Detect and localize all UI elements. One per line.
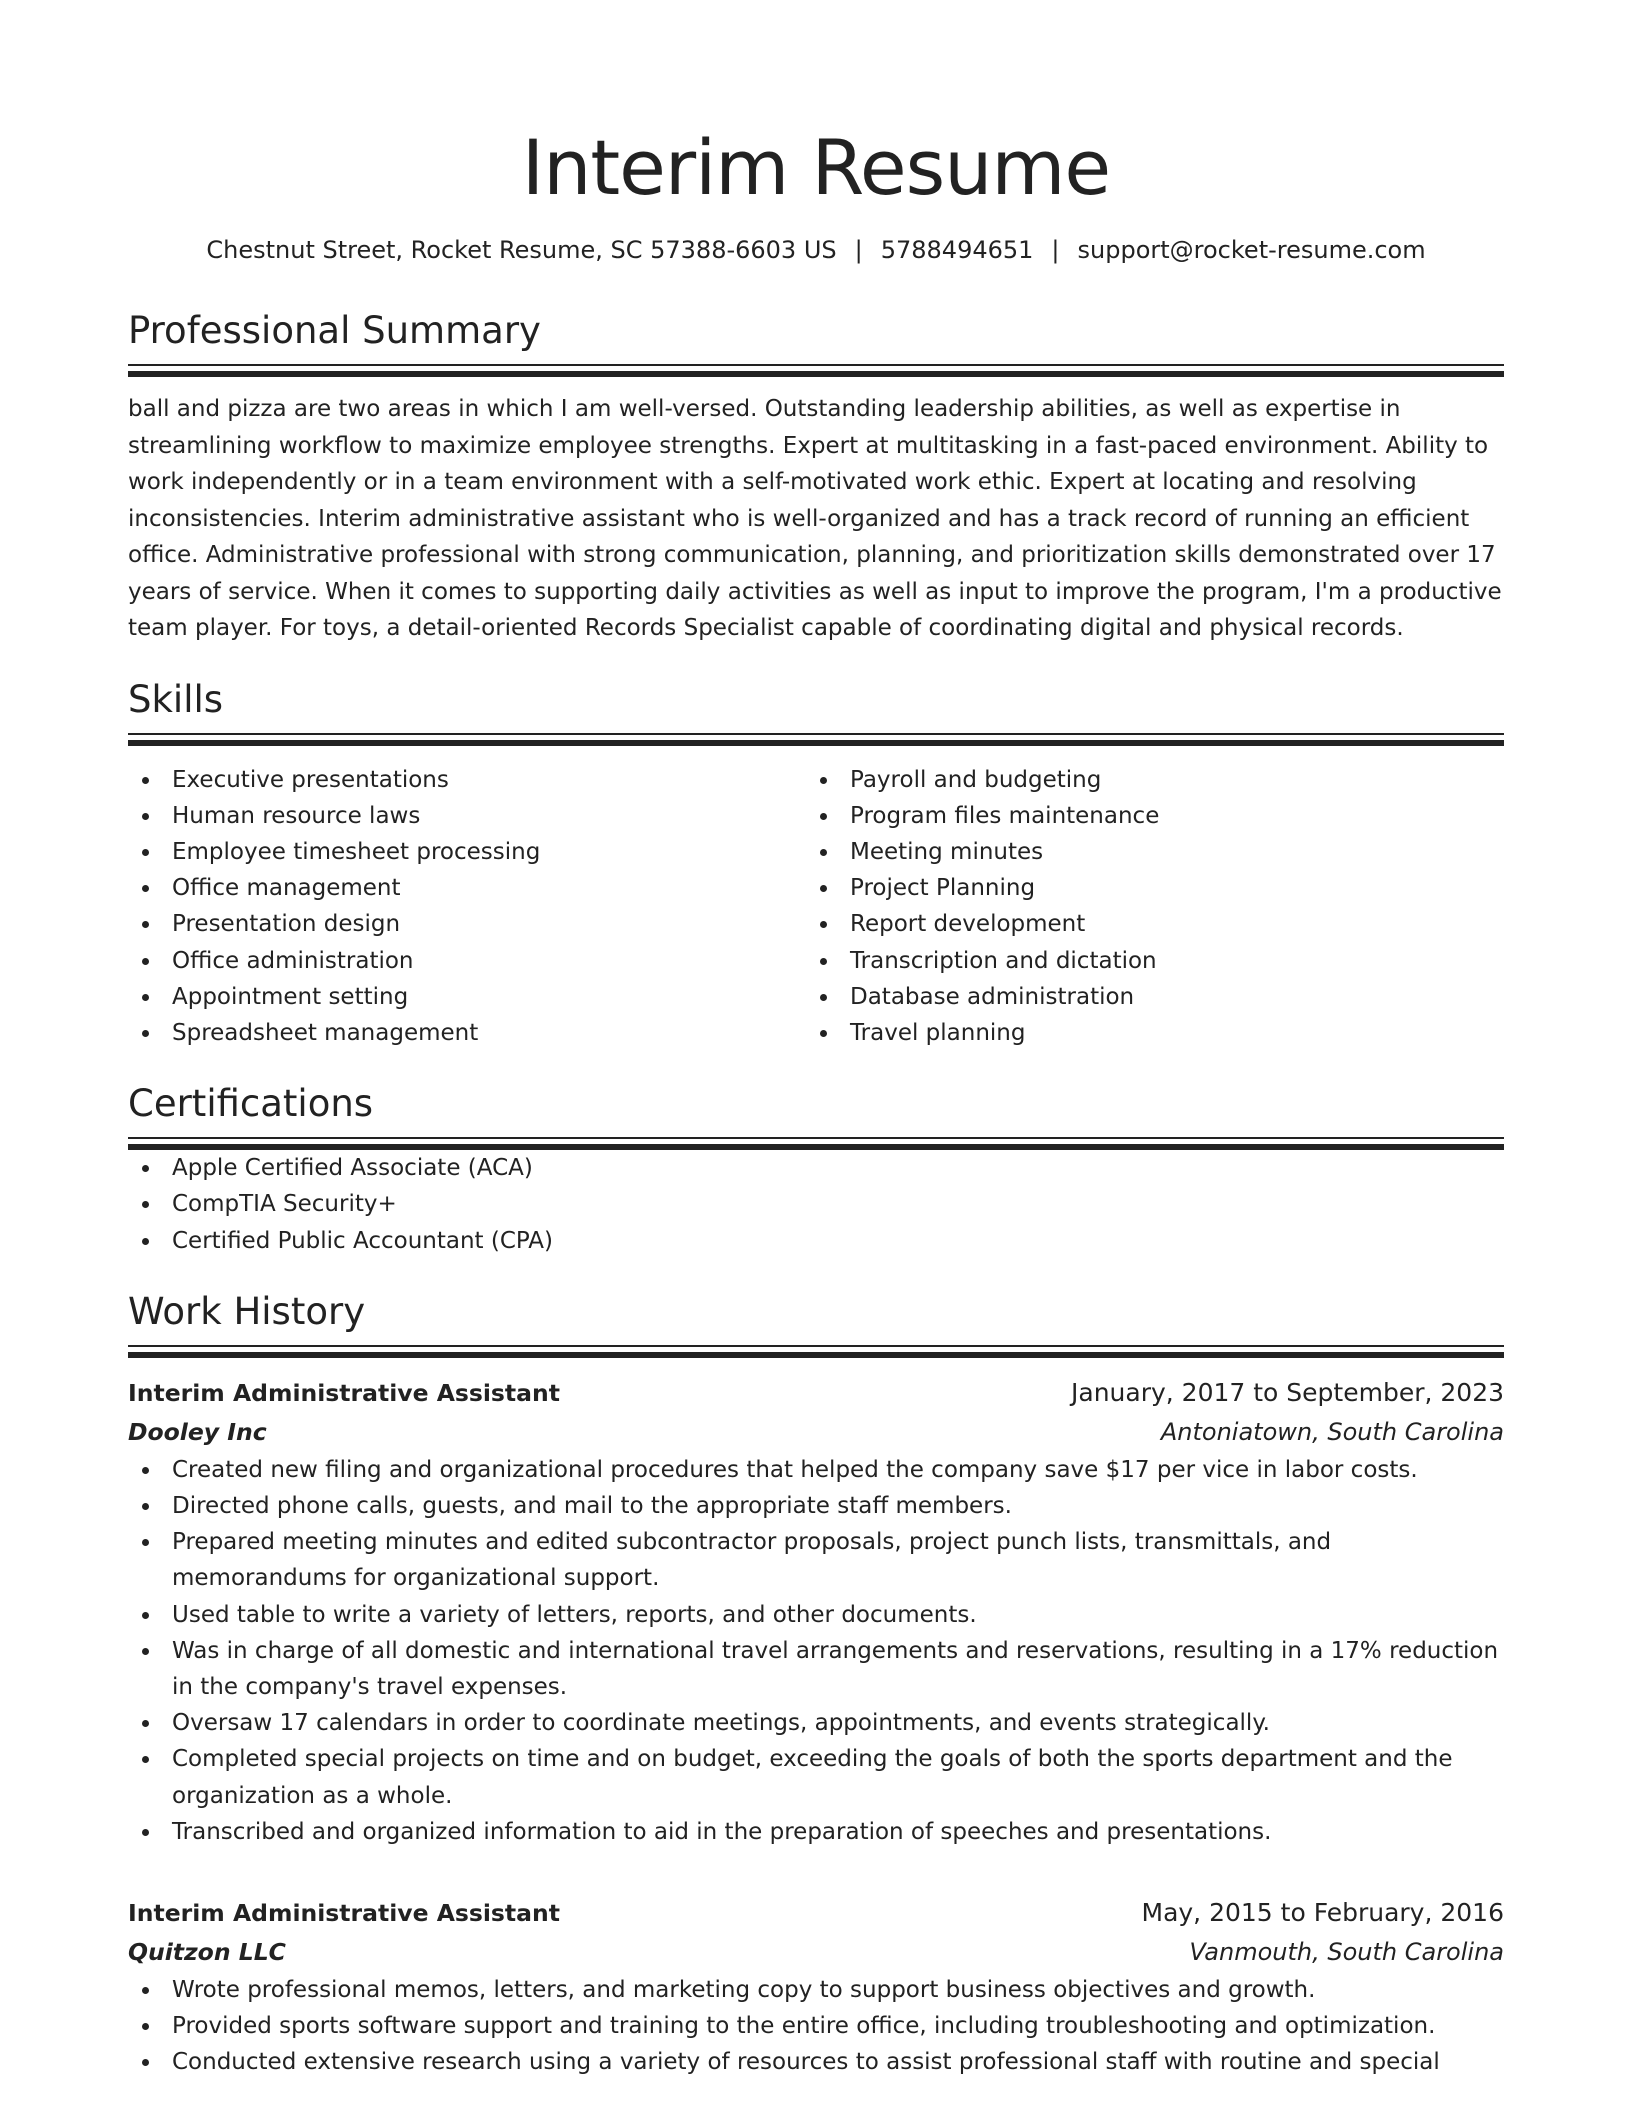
job-duty: Transcribed and organized information to aid in the preparation of speeches and presentations. <box>128 1814 1504 1850</box>
job-duty: Directed phone calls, guests, and mail to the appropriate staff members. <box>128 1488 1504 1524</box>
job-duty: Wrote professional memos, letters, and marketing copy to support business objectives and growth. <box>128 1972 1504 2008</box>
skill-item: Spreadsheet management <box>128 1015 806 1051</box>
skills-left-list <box>128 762 806 1052</box>
job-company-row <box>128 1412 1504 1452</box>
skill-item: Office management <box>128 870 806 906</box>
job-duty: Conducted extensive research using a variety of resources to assist professional staff with routine and special <box>128 2044 1504 2080</box>
skill-item: Travel planning <box>806 1015 1484 1051</box>
job-location: Vanmouth, South Carolina <box>1189 1937 1504 1966</box>
skill-item: Executive presentations <box>128 762 806 798</box>
job-duty: Created new filing and organizational procedures that helped the company save $17 per vice in labor costs. <box>128 1452 1504 1488</box>
contact-phone: 5788494651 <box>880 236 1034 264</box>
skill-item: Program files maintenance <box>806 798 1484 834</box>
job-duties-list <box>128 1972 1504 2081</box>
job-duty: Provided sports software support and training to the entire office, including troubleshooting and optimization. <box>128 2008 1504 2044</box>
job-title: Interim Administrative Assistant <box>128 1898 560 1927</box>
certification-item: CompTIA Security+ <box>128 1186 1504 1222</box>
skills-heading: Skills <box>128 677 224 721</box>
job-duty: Prepared meeting minutes and edited subcontractor proposals, project punch lists, transmittals, and memorandums for organizational support. <box>128 1524 1504 1596</box>
section-divider <box>128 364 1504 377</box>
resume-page <box>128 0 1504 2081</box>
certification-item: Apple Certified Associate (ACA) <box>128 1150 1504 1186</box>
skill-item: Employee timesheet processing <box>128 834 806 870</box>
certifications-list <box>128 1150 1504 1259</box>
skill-item: Project Planning <box>806 870 1484 906</box>
job-duty: Completed special projects on time and on budget, exceeding the goals of both the sports department and the organization as a whole. <box>128 1741 1504 1813</box>
job-entry <box>128 1374 1504 1850</box>
skill-item: Appointment setting <box>128 979 806 1015</box>
skill-item: Office administration <box>128 943 806 979</box>
skill-item: Transcription and dictation <box>806 943 1484 979</box>
job-location: Antoniatown, South Carolina <box>1160 1417 1504 1446</box>
section-divider <box>128 1345 1504 1358</box>
skill-item: Meeting minutes <box>806 834 1484 870</box>
contact-separator: | <box>1051 236 1060 264</box>
job-title: Interim Administrative Assistant <box>128 1378 560 1407</box>
contact-line <box>128 234 1504 266</box>
summary-text: ball and pizza are two areas in which I am well-versed. Outstanding leadership abilities, as well as expertise in streamlining workflow to maximize employee strengths. Expert at multitasking in a fast-paced environment. Ability to work independently or in a team environment with a self-motivated work ethic. Expert at locating and resolving inconsistencies. Interim administrative assistant who is well-organized and has a track record of running an efficient office. Administrative professional with strong communication, planning, and prioritization skills demonstrated over 17 years of service. When it comes to supporting daily activities as well as input to improve the program, I'm a productive team player. For toys, a detail-oriented Records Specialist capable of coordinating digital and physical records. <box>128 396 1502 641</box>
skill-item: Payroll and budgeting <box>806 762 1484 798</box>
summary-section <box>128 308 1504 647</box>
job-company-row <box>128 1932 1504 1972</box>
summary-heading: Professional Summary <box>128 309 541 352</box>
job-company: Dooley Inc <box>128 1417 267 1446</box>
contact-address: Chestnut Street, Rocket Resume, SC 57388-6603 US <box>206 236 837 264</box>
skill-item: Database administration <box>806 979 1484 1015</box>
certifications-heading: Certifications <box>128 1082 374 1126</box>
resume-name: Interim Resume <box>521 123 1111 212</box>
section-divider <box>128 1137 1504 1150</box>
skill-item: Human resource laws <box>128 798 806 834</box>
job-dates: May, 2015 to February, 2016 <box>1141 1897 1504 1927</box>
work-history-section <box>128 1289 1504 2081</box>
skills-right-list <box>806 762 1484 1052</box>
skill-item: Presentation design <box>128 906 806 942</box>
job-header-row <box>128 1374 1504 1412</box>
skills-section <box>128 677 1504 1052</box>
job-duty: Used table to write a variety of letters, reports, and other documents. <box>128 1597 1504 1633</box>
skills-grid <box>128 762 1504 1052</box>
job-header-row <box>128 1894 1504 1932</box>
job-entry <box>128 1894 1504 2081</box>
job-company: Quitzon LLC <box>128 1937 286 1966</box>
contact-email: support@rocket-resume.com <box>1077 236 1426 264</box>
job-duties-list <box>128 1452 1504 1850</box>
job-duty: Oversaw 17 calendars in order to coordinate meetings, appointments, and events strategically. <box>128 1705 1504 1741</box>
certifications-section <box>128 1081 1504 1259</box>
skill-item: Report development <box>806 906 1484 942</box>
certification-item: Certified Public Accountant (CPA) <box>128 1223 1504 1259</box>
job-dates: January, 2017 to September, 2023 <box>1071 1377 1504 1407</box>
section-divider <box>128 733 1504 746</box>
job-duty: Was in charge of all domestic and international travel arrangements and reservations, resulting in a 17% reduction in the company's travel expenses. <box>128 1633 1504 1705</box>
contact-separator: | <box>854 236 863 264</box>
work-history-heading: Work History <box>128 1289 366 1333</box>
